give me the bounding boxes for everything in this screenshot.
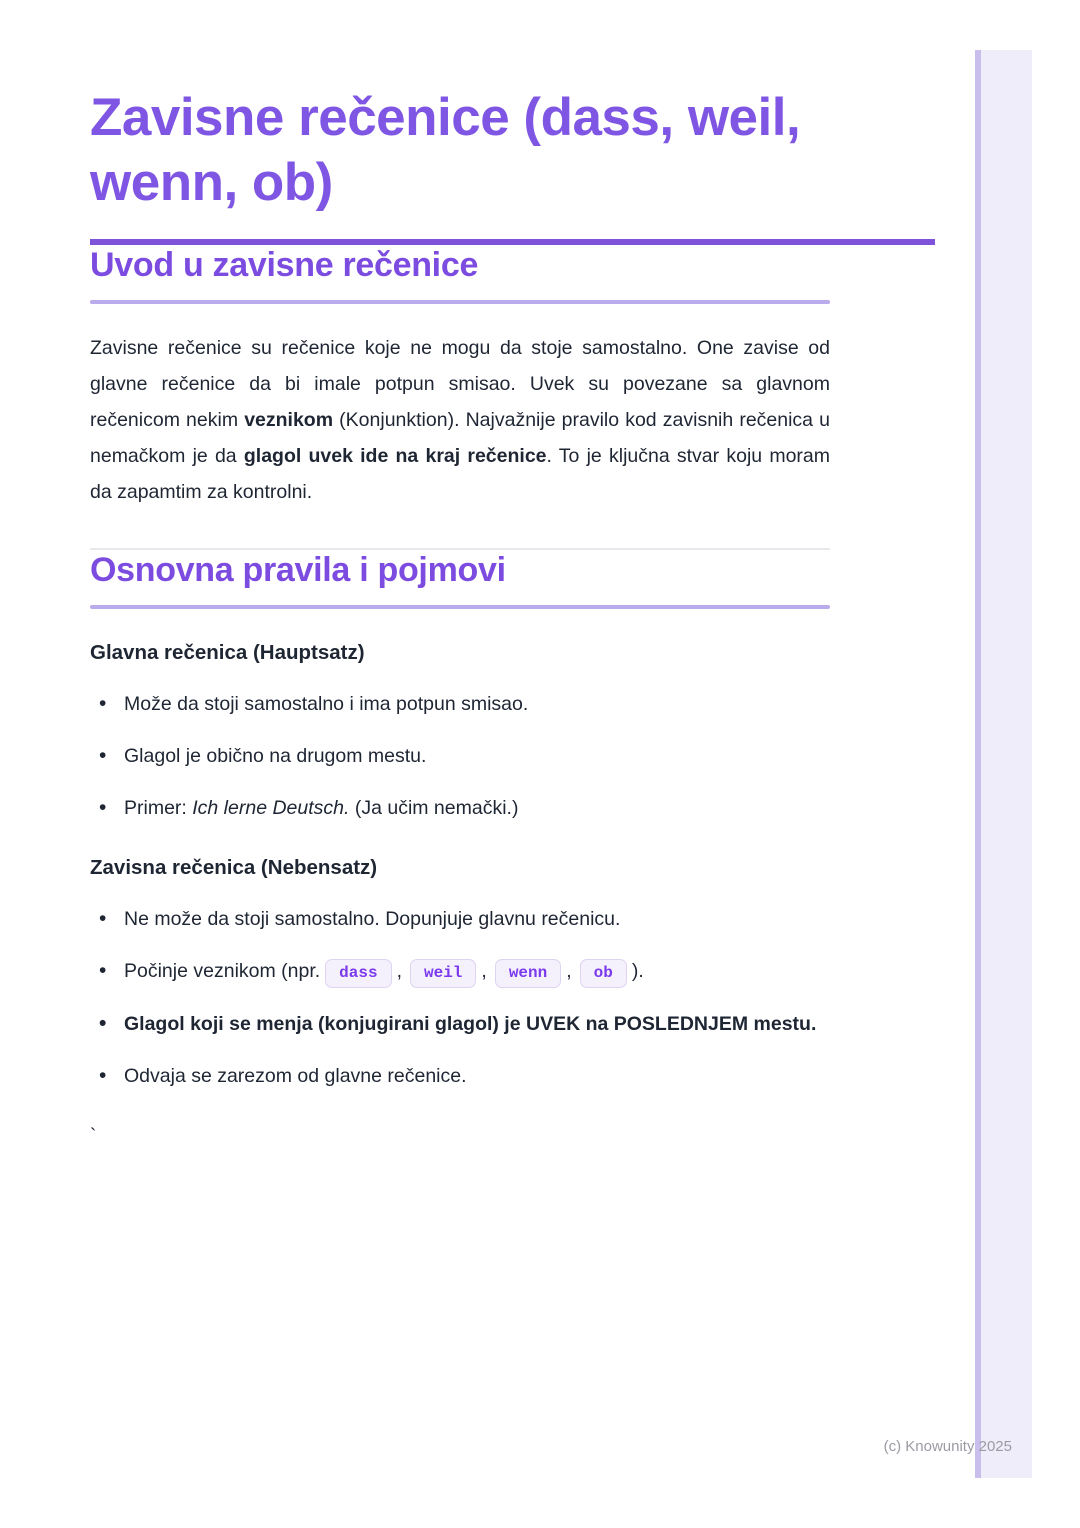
primer-example-italic: Ich lerne Deutsch. bbox=[192, 796, 350, 819]
section-heading-rules: Osnovna pravila i pojmovi bbox=[90, 551, 506, 590]
code-chip-weil: weil bbox=[410, 959, 476, 988]
document-content bbox=[90, 86, 935, 1148]
intro-bold-rule: glagol uvek ide na kraj rečenice bbox=[243, 445, 547, 468]
page-title-line-1: Zavisne rečenice (dass, weil, bbox=[90, 88, 801, 147]
decorative-side-stripe bbox=[975, 50, 1032, 1478]
code-chip-ob: ob bbox=[580, 959, 627, 988]
footer-copyright: (c) Knowunity 2025 bbox=[883, 1438, 1012, 1455]
code-chip-wenn: wenn bbox=[495, 959, 561, 988]
primer-suffix: (Ja učim nemački.) bbox=[349, 796, 519, 819]
intro-bold-veznikom: veznikom bbox=[244, 409, 334, 432]
chip-separator: , bbox=[481, 959, 487, 982]
bullet-list-nebensatz bbox=[90, 904, 830, 1092]
intro-text-2: (Konjunktion). Najvažnije pravilo kod zavisnih rečenica u nemačkom je da bbox=[90, 409, 830, 468]
list-item: • Ne može da stoji samostalno. Dopunjuje glavnu rečenicu. bbox=[90, 904, 830, 935]
intro-text-1: Zavisne rečenice su rečenice koje ne mogu da stoje samostalno. One zavise od glavne rečenice da bi imale potpun smisao. Uvek su povezane sa glavnom rečenicom nekim bbox=[90, 337, 830, 432]
chip-separator: , bbox=[566, 959, 572, 982]
list-item: • Može da stoji samostalno i ima potpun smisao. bbox=[90, 689, 830, 720]
intro-paragraph bbox=[90, 330, 830, 510]
code-chip-dass: dass bbox=[325, 959, 391, 988]
section-heading-intro: Uvod u zavisne rečenice bbox=[90, 246, 479, 285]
list-item bbox=[90, 793, 830, 824]
veznik-prefix: Počinje veznikom (npr. bbox=[124, 959, 321, 982]
subheading-hauptsatz: Glavna rečenica (Hauptsatz) bbox=[90, 640, 365, 664]
list-item bbox=[90, 956, 830, 988]
veznik-suffix: ). bbox=[631, 959, 644, 982]
intro-text-3: . To je ključna stvar koju moram da zapamtim za kontrolni. bbox=[90, 445, 831, 504]
subheading-nebensatz: Zavisna rečenica (Nebensatz) bbox=[90, 855, 378, 879]
stray-backtick-character: ` bbox=[90, 1125, 97, 1147]
page-title-line-2: wenn, ob) bbox=[90, 152, 333, 212]
list-item: • Odvaja se zarezom od glavne rečenice. bbox=[90, 1061, 830, 1092]
bullet-list-hauptsatz bbox=[90, 689, 830, 824]
page-title bbox=[90, 86, 935, 215]
list-item-bold-rule: • Glagol koji se menja (konjugirani glagol) je UVEK na POSLEDNJEM mestu. bbox=[90, 1009, 830, 1040]
primer-prefix: Primer: bbox=[124, 796, 193, 819]
section-underline-rules bbox=[90, 605, 830, 609]
chip-separator: , bbox=[396, 959, 402, 982]
list-item: • Glagol je obično na drugom mestu. bbox=[90, 741, 830, 772]
section-underline-intro bbox=[90, 300, 830, 304]
